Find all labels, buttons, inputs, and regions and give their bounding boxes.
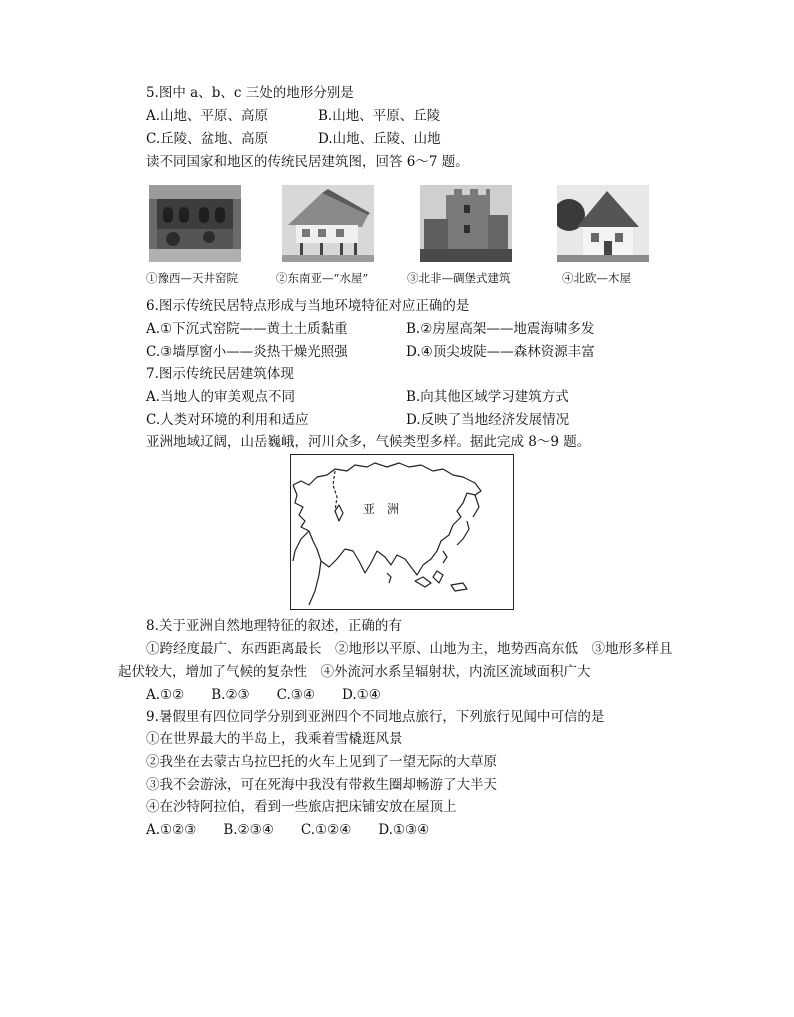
q9-statement-1: ①在世界最大的半岛上，我乘着雪橇逛风景 bbox=[146, 731, 403, 747]
q7-option-d: D.反映了当地经济发展情况 bbox=[406, 412, 570, 428]
q9-stem: 9.暑假里有四位同学分别到亚洲四个不同地点旅行，下列旅行见闻中可信的是 bbox=[146, 709, 605, 725]
q8-options: A.①② B.②③ C.③④ D.①④ bbox=[146, 687, 381, 703]
q6-option-c: C.③墙厚窗小——炎热干燥光照强 bbox=[146, 344, 348, 360]
wooden-house-photo bbox=[557, 185, 649, 262]
photo-caption-3: ③北非—碉堡式建筑 bbox=[407, 271, 511, 285]
intro-8-9: 亚洲地域辽阔，山岳巍峨，河川众多，气候类型多样。据此完成 8～9 题。 bbox=[146, 434, 591, 450]
q5-option-d: D.山地、丘陵、山地 bbox=[318, 131, 441, 147]
q5-option-c: C.丘陵、盆地、高原 bbox=[146, 131, 269, 147]
q9-options: A.①②③ B.②③④ C.①②④ D.①③④ bbox=[146, 822, 430, 838]
q7-stem: 7.图示传统民居建筑体现 bbox=[146, 366, 294, 382]
q9-statement-2: ②我坐在去蒙古乌拉巴托的火车上见到了一望无际的大草原 bbox=[146, 754, 497, 770]
photo-caption-1: ①豫西—天井窑院 bbox=[146, 271, 238, 285]
q7-option-a: A.当地人的审美观点不同 bbox=[146, 389, 296, 405]
intro-6-7: 读不同国家和地区的传统民居建筑图，回答 6～7 题。 bbox=[146, 154, 469, 170]
asia-outline-map bbox=[290, 454, 514, 610]
q8-statement-line-2: 起伏较大，增加了气候的复杂性 ④外流河水系呈辐射状，内流区流域面积广大 bbox=[118, 664, 591, 680]
q5-option-b: B.山地、平原、丘陵 bbox=[318, 108, 441, 124]
q5-option-a: A.山地、平原、高原 bbox=[146, 108, 269, 124]
q7-option-b: B.向其他区域学习建筑方式 bbox=[406, 389, 569, 405]
q6-option-a: A.①下沉式窑院——黄土土质黏重 bbox=[146, 321, 348, 337]
q6-option-d: D.④顶尖坡陡——森林资源丰富 bbox=[406, 344, 595, 360]
stilt-house-photo bbox=[282, 185, 374, 262]
photo-caption-4: ④北欧—木屋 bbox=[562, 271, 631, 285]
fortress-building-photo bbox=[420, 185, 512, 262]
q5-stem: 5.图中 a、b、c 三处的地形分别是 bbox=[146, 85, 354, 101]
q6-stem: 6.图示传统民居特点形成与当地环境特征对应正确的是 bbox=[146, 298, 470, 314]
cave-courtyard-photo bbox=[149, 185, 241, 262]
q7-option-c: C.人类对环境的利用和适应 bbox=[146, 412, 309, 428]
q8-statement-line-1: ①跨经度最广、东西距离最长 ②地形以平原、山地为主，地势西高东低 ③地形多样且 bbox=[146, 641, 673, 657]
q9-statement-4: ④在沙特阿拉伯，看到一些旅店把床铺安放在屋顶上 bbox=[146, 799, 457, 815]
q6-option-b: B.②房屋高架——地震海啸多发 bbox=[406, 321, 595, 337]
map-label: 亚 洲 bbox=[363, 502, 400, 516]
q8-stem: 8.关于亚洲自然地理特征的叙述，正确的有 bbox=[146, 618, 402, 634]
photo-caption-2: ②东南亚—“水屋” bbox=[276, 271, 369, 285]
q9-statement-3: ③我不会游泳，可在死海中我没有带救生圈却畅游了大半天 bbox=[146, 777, 497, 793]
